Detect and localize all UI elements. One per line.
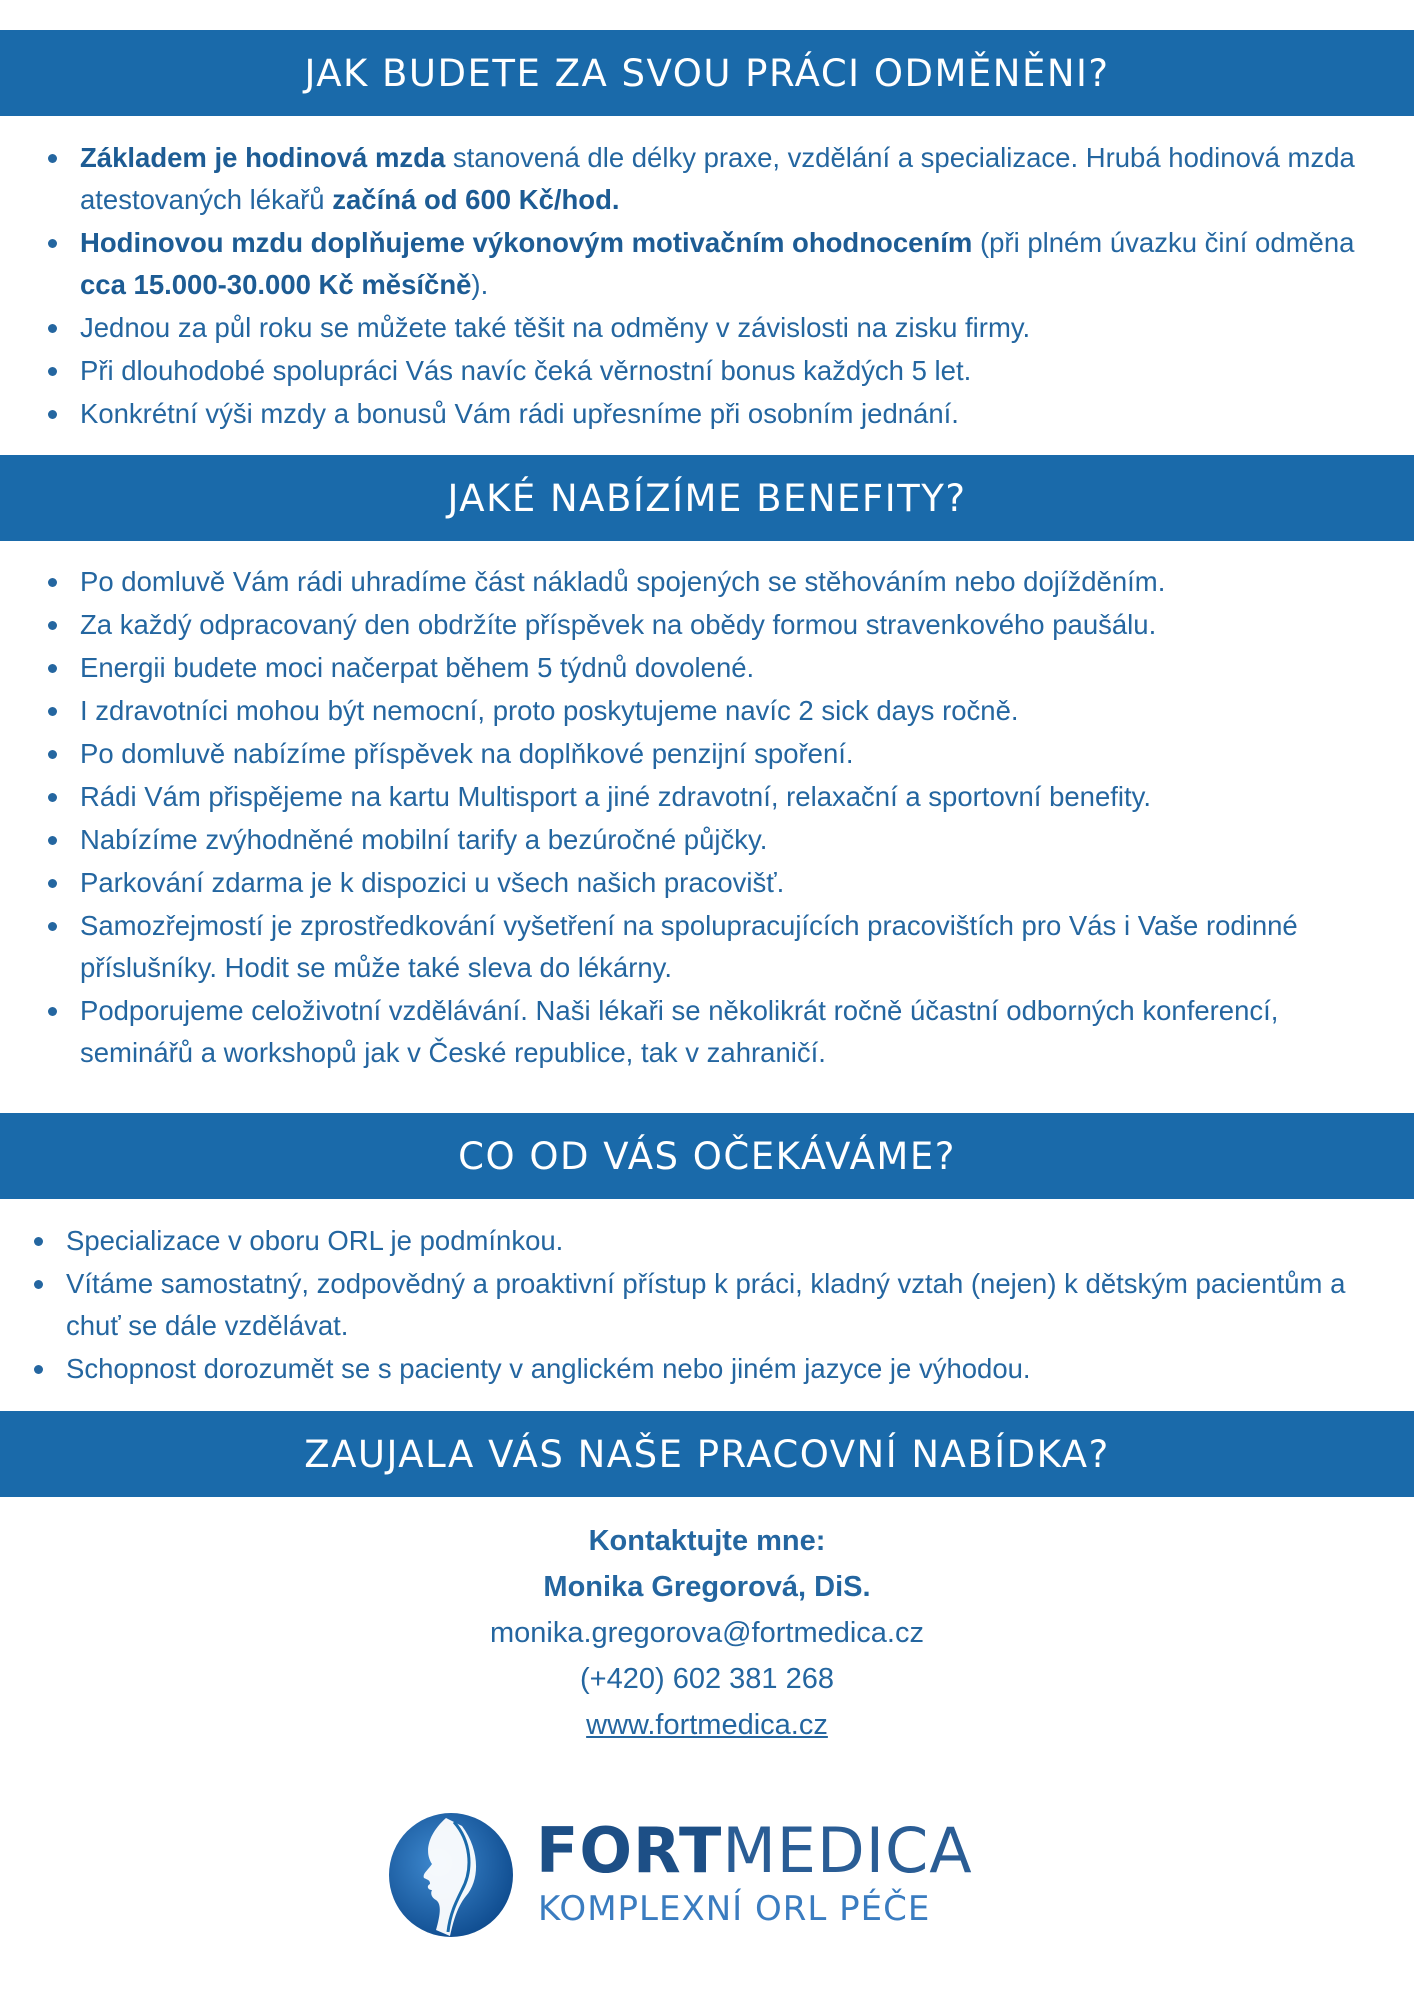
reward-item: Konkrétní výši mzdy a bonusů Vám rádi upřesníme při osobním jednání. [45,393,1385,435]
reward-item: Jednou za půl roku se můžete také těšit na odměny v závislosti na zisku firmy. [45,307,1385,349]
section-heading-contact: ZAUJALA VÁS NAŠE PRACOVNÍ NABÍDKA? [0,1411,1414,1497]
reward-list [45,137,1385,436]
benefit-item: Po domluvě Vám rádi uhradíme část nákladů spojených se stěhováním nebo dojížděním. [45,561,1385,603]
expect-item: Schopnost dorozumět se s pacienty v anglickém nebo jiném jazyce je výhodou. [31,1348,1386,1390]
expect-item: Specializace v oboru ORL je podmínkou. [31,1220,1386,1262]
benefit-item: Samozřejmostí je zprostředkování vyšetření na spolupracujících pracovištích pro Vás i Vaše rodinné příslušníky. Hodit se může také sleva do lékárny. [45,905,1385,989]
logo-name: FORTMEDICA [536,1814,973,1887]
section-heading-expect: CO OD VÁS OČEKÁVÁME? [0,1113,1414,1199]
profile-face-icon [388,1812,514,1938]
logo-tagline: KOMPLEXNÍ ORL PÉČE [538,1889,931,1929]
reward-item: Základem je hodinová mzda stanovená dle délky praxe, vzdělání a specializace. Hrubá hodinová mzda atestovaných lékařů začíná od 600 Kč/hod. [45,137,1385,221]
contact-name: Monika Gregorová, DiS. [543,1571,871,1603]
benefit-item: Podporujeme celoživotní vzdělávání. Naši lékaři se několikrát ročně účastní odborných konferencí, seminářů a workshopů jak v České republice, tak v zahraničí. [45,990,1385,1074]
expect-item: Vítáme samostatný, zodpovědný a proaktivní přístup k práci, kladný vztah (nejen) k dětským pacientům a chuť se dále vzdělávat. [31,1263,1386,1347]
benefit-item: Parkování zdarma je k dispozici u všech našich pracovišť. [45,862,1385,904]
contact-intro: Kontaktujte mne: [588,1525,826,1557]
contact-phone[interactable]: (+420) 602 381 268 [580,1663,834,1695]
benefit-item: Nabízíme zvýhodněné mobilní tarify a bezúročné půjčky. [45,819,1385,861]
reward-item: Při dlouhodobé spolupráci Vás navíc čeká věrnostní bonus každých 5 let. [45,350,1385,392]
contact-block [0,1518,1414,1748]
fortmedica-logo [388,1812,1008,1942]
section-heading-benefits: JAKÉ NABÍZÍME BENEFITY? [0,455,1414,541]
benefits-list [45,561,1385,1075]
expect-list [31,1220,1386,1391]
reward-item: Hodinovou mzdu doplňujeme výkonovým motivačním ohodnocením (při plném úvazku činí odměna cca 15.000-30.000 Kč měsíčně). [45,222,1385,306]
benefit-item: Za každý odpracovaný den obdržíte příspěvek na obědy formou stravenkového paušálu. [45,604,1385,646]
benefit-item: Rádi Vám přispějeme na kartu Multisport a jiné zdravotní, relaxační a sportovní benefity. [45,776,1385,818]
contact-email[interactable]: monika.gregorova@fortmedica.cz [489,1617,924,1649]
contact-website-link[interactable]: www.fortmedica.cz [586,1709,828,1741]
benefit-item: Po domluvě nabízíme příspěvek na doplňkové penzijní spoření. [45,733,1385,775]
benefit-item: Energii budete moci načerpat během 5 týdnů dovolené. [45,647,1385,689]
benefit-item: I zdravotníci mohou být nemocní, proto poskytujeme navíc 2 sick days ročně. [45,690,1385,732]
section-heading-reward: JAK BUDETE ZA SVOU PRÁCI ODMĚNĚNI? [0,30,1414,116]
